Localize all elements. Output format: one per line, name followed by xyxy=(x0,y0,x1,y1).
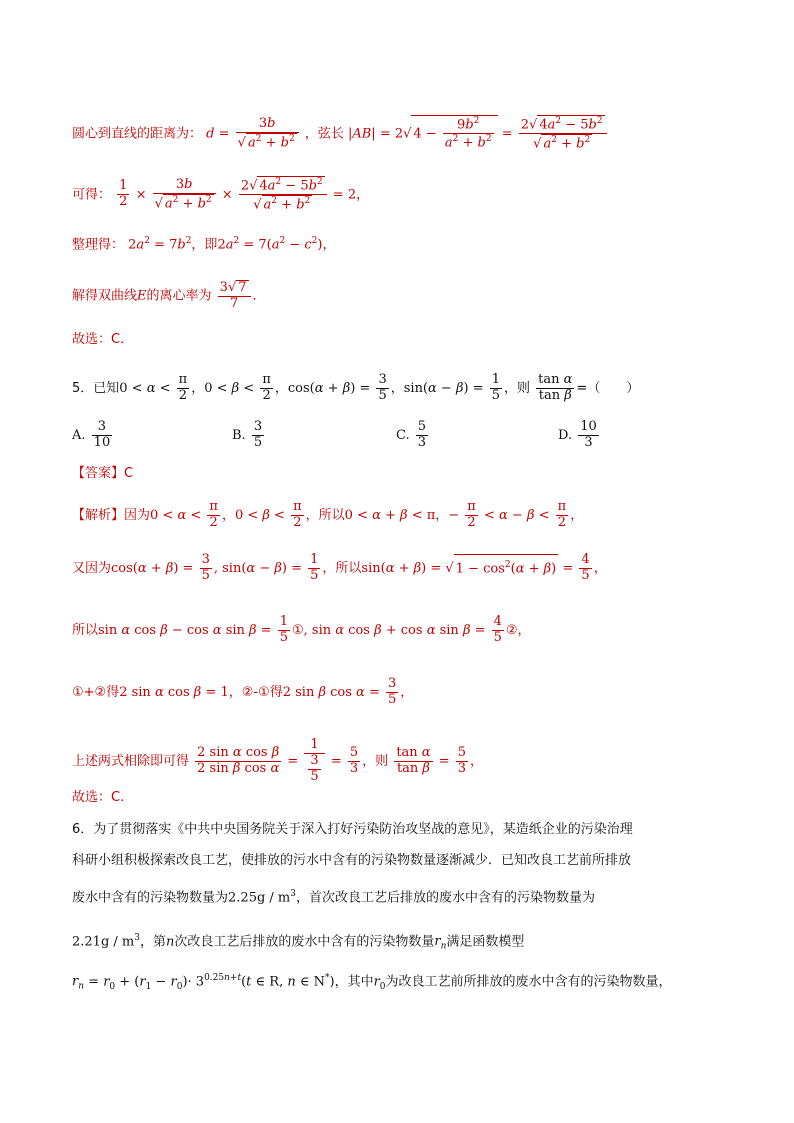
simplify-line: 整理得： $2a^2 = 7b^2$，即$2a^2 = 7(a^2 - c^2)$， xyxy=(72,236,336,253)
choose-c-1: 故选：C． xyxy=(72,332,134,347)
simplify-label: 整理得： xyxy=(72,237,125,253)
q5-paren: =（ ） xyxy=(576,380,640,396)
answer-label: 【答案】C xyxy=(72,466,134,481)
ecc-label: 解得双曲线 xyxy=(72,288,138,304)
q6-line-5: $r_n = r_0 + (r_1 - r_0)\cdot 3^{0.25n+t}(t$ ∈ R, n ∈ N*)，其中$r_0$为改良工艺前所排放的废水中含有的污染物数量， xyxy=(72,973,672,992)
distance-label: 圆心到直线的距离为： xyxy=(72,126,203,142)
q6-line-2: 科研小组积极探索改良工艺，使排放的污水中含有的污染物数量逐渐减少．已知改良工艺前所排放 xyxy=(72,853,632,868)
q6-line-4: $2.21g / m^3$，第n次改良工艺后排放的废水中含有的污染物数量$r_n$满足函数模型 xyxy=(72,933,525,952)
q5-then: ，则 xyxy=(504,380,531,396)
choose-c-2: 故选：C. xyxy=(72,790,125,805)
option-a[interactable]: A. $\frac{3}{10}$ xyxy=(72,419,111,450)
analysis-line-2: 又因为cos(α + β) = $\frac{3}{5}$ , sin(α − β) = $\frac{1}{5}$ ，所以sin(α + β) = √ $1 - \cos^2(\alpha + \beta)$ = $\frac{4}{5}$ ， xyxy=(72,552,607,583)
chord-label: ，弦长 xyxy=(304,126,344,142)
option-d[interactable]: D. $\frac{10}{3}$ xyxy=(558,419,597,450)
ecc-mid: 的离心率为 xyxy=(146,288,212,304)
option-b[interactable]: B. $\frac{3}{5}$ xyxy=(232,419,263,450)
option-c[interactable]: C. $\frac{5}{3}$ xyxy=(396,419,427,450)
q6-line-3: 废水中含有的污染物数量为$2.25g / m^3$，首次改良工艺后排放的废水中含有的污染物数量为 xyxy=(72,889,596,906)
analysis-line-5: 上述两式相除即可得 $\frac{\text{2 sin α cos β}}{\text{2 sin β cos α}}$ = $\frac{1}{\frac{3}{5}}$ = $\frac{5}{3}$ ，则 $\frac{\text{tan α}}{\text{tan β}}$ = $\frac{5}{3}$ ， xyxy=(72,737,484,784)
equals-two: = 2， xyxy=(332,187,370,203)
analysis-line-3: 所以sin α cos β − cos α sin β = $\frac{1}{5}$ ①, sin α cos β + cos α sin β = $\frac{4}{5}$ ②， xyxy=(72,614,531,645)
eccentricity-line: 解得双曲线E的离心率为 $\frac{3√ 7}{7}$ ． xyxy=(72,280,266,311)
analysis-line-1: 【解析】因为0 < α < $\frac{\pi}{2}$ ，0 < β < $\frac{\pi}{2}$ ，所以0 < α + β < π，− $\frac{\pi}{2}$ < α − β < $\frac{\pi}{2}$ ， xyxy=(72,499,584,530)
q5-number: 5．已知 xyxy=(72,380,120,396)
analysis-line-4: ①+②得2 sin α cos β = 1，②-①得2 sin β cos α = $\frac{3}{5}$ ， xyxy=(72,676,414,707)
distance-line: 圆心到直线的距离为： d = $\frac{3b}{√ a^2 + b^2}$ ，弦长 |AB| = 2√ 4 − $\frac{9b^2}{a^2 + b^2}$ = $\frac{2√ 4a^2 - 5b^2}{√ a^2 + b^2}$ xyxy=(72,115,609,153)
analysis-tag: 【解析】 xyxy=(72,507,125,523)
product-line: 可得： $\frac{1}{2}$ × $\frac{3b}{√ a^2 + b^2}$ × $\frac{2√ 4a^2 - 5b^2}{√ a^2 + b^2}$ = 2， xyxy=(72,176,370,213)
simplify-mid: ，即 xyxy=(191,237,218,253)
ecc-var: E xyxy=(137,288,147,304)
question-5: 5．已知0 < α < $\frac{\pi}{2}$ ，0 < β < $\frac{\pi}{2}$ ，cos(α + β) = $\frac{3}{5}$ ，sin(α − β) = $\frac{1}{5}$ ，则 $\frac{\text{tan α}}{\text{tan β}}$ =（ ） xyxy=(72,372,640,403)
get-label: 可得： xyxy=(72,187,112,203)
q6-line-1: 6．为了贯彻落实《中共中央国务院关于深入打好污染防治攻坚战的意见》，某造纸企业的污染治理 xyxy=(72,822,633,837)
